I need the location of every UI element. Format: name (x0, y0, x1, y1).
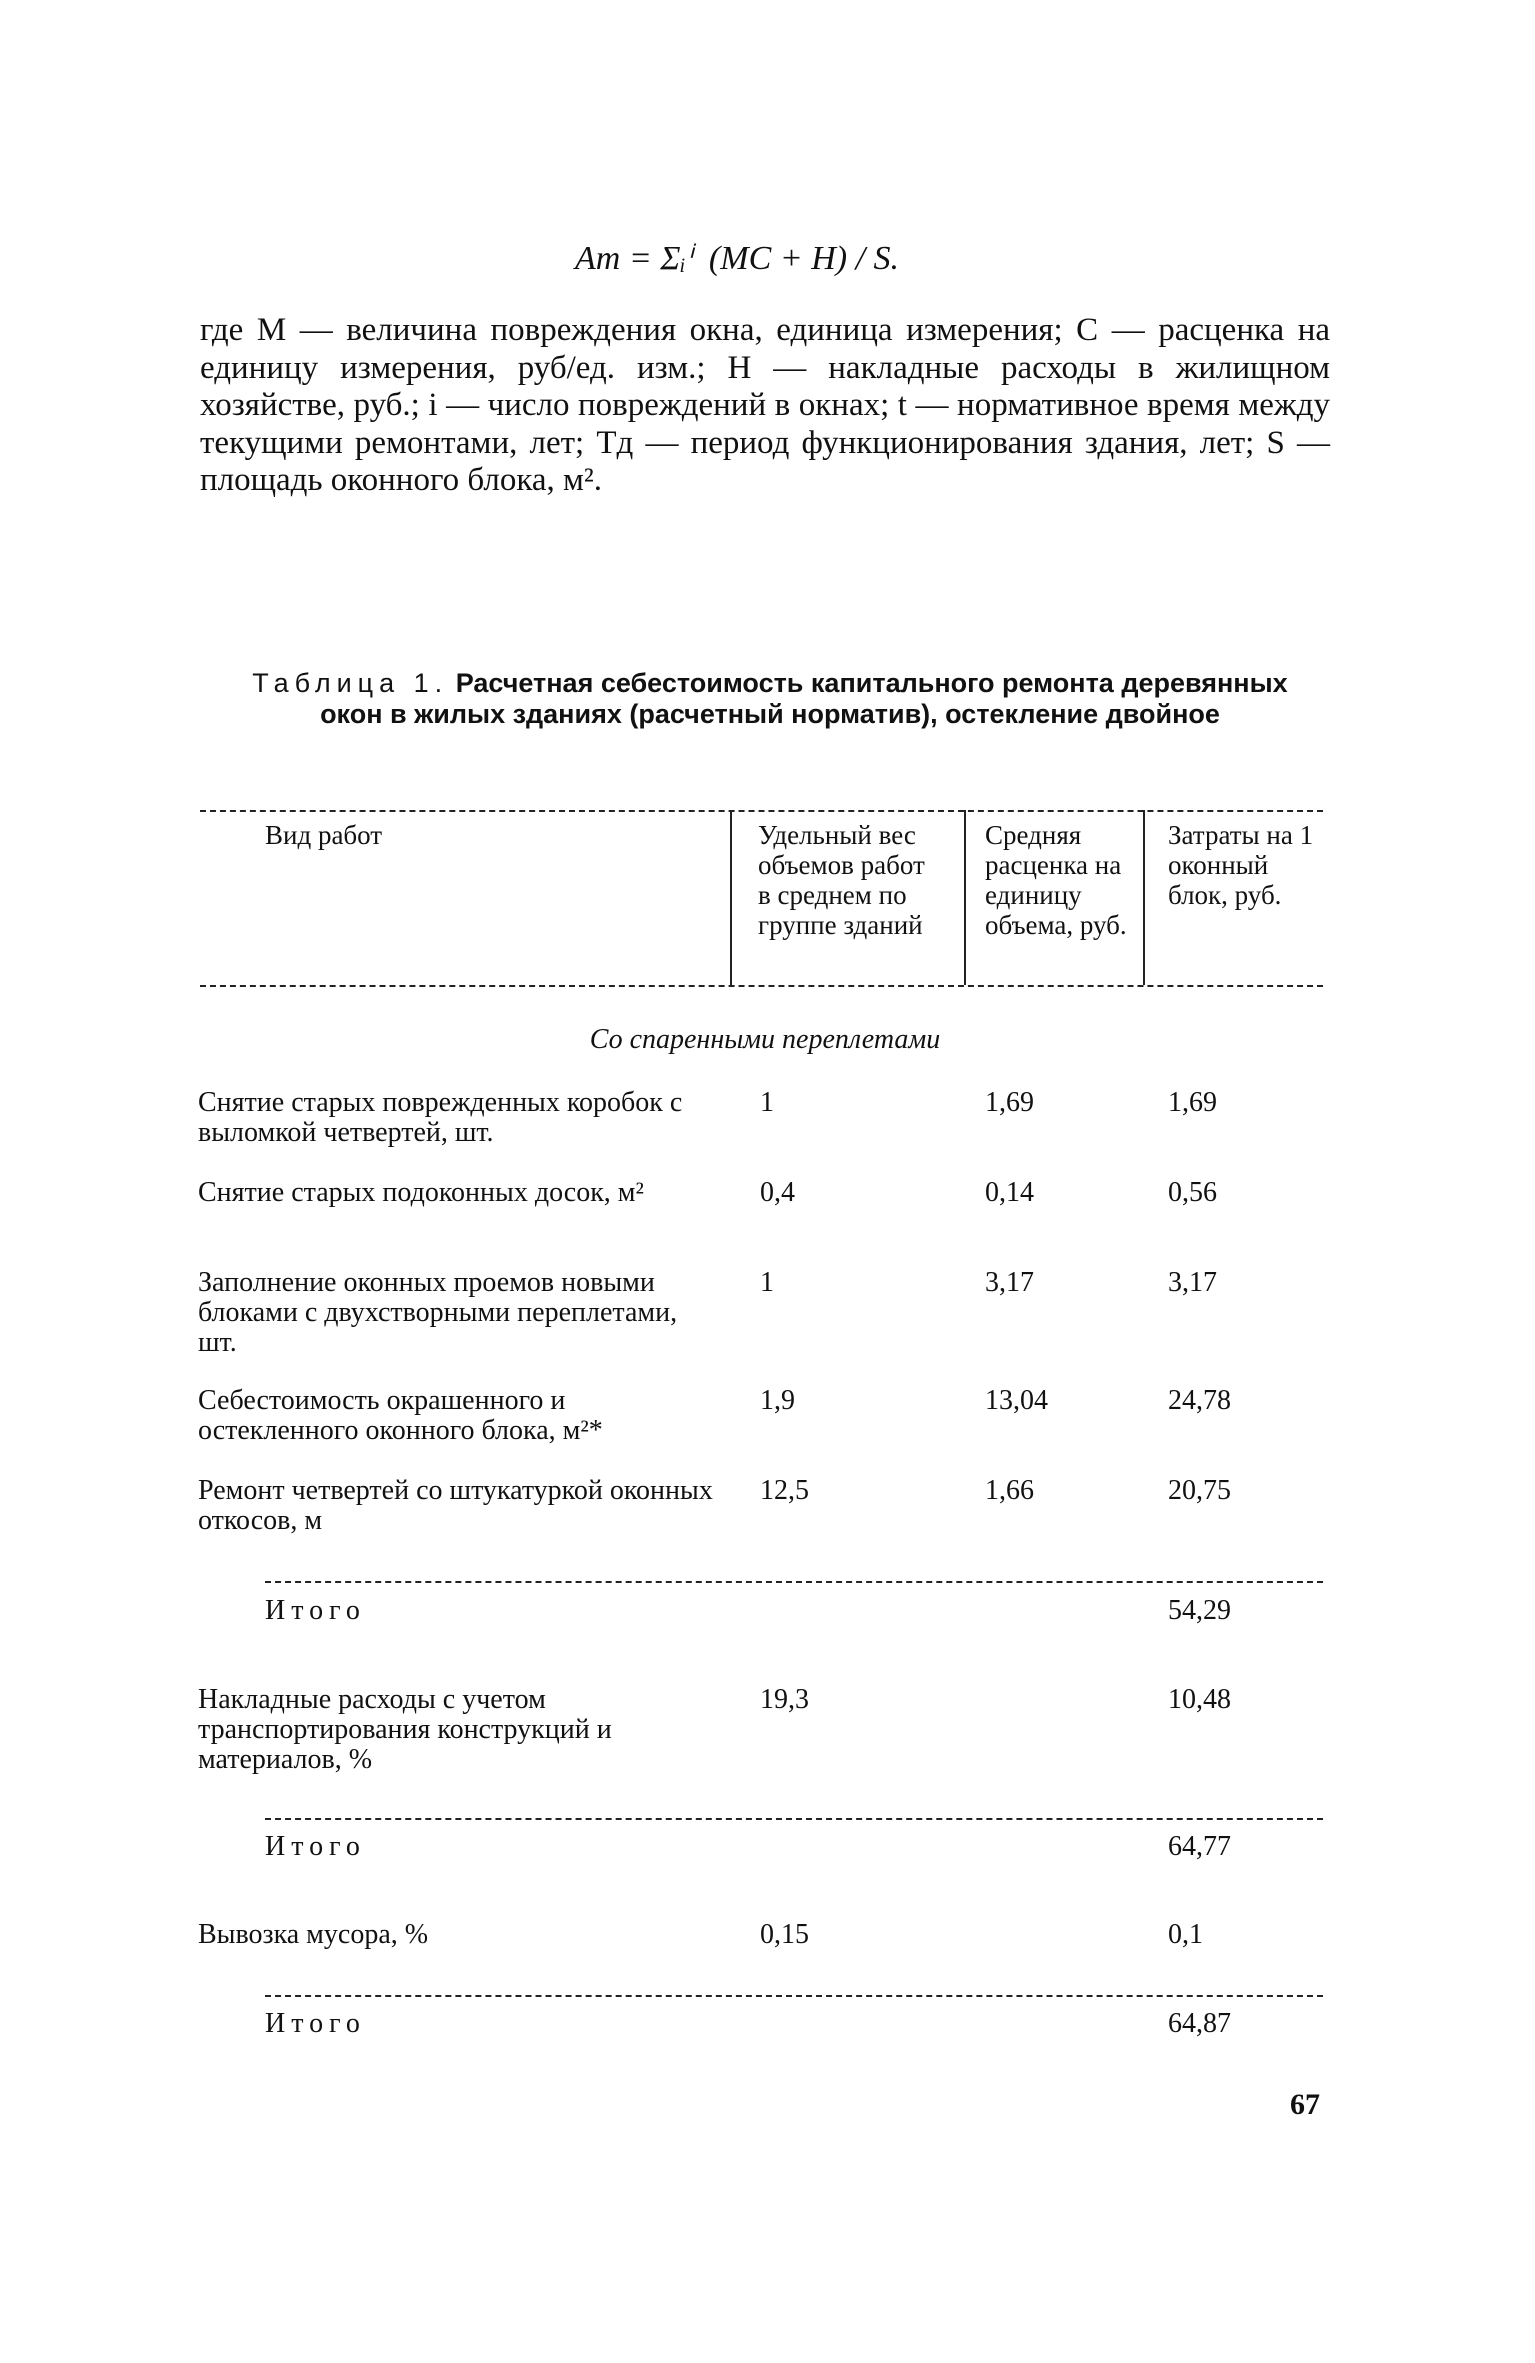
header-price: Средняя расценка на единицу объема, руб. (985, 820, 1127, 940)
header-cost: Затраты на 1 оконный блок, руб. (1168, 820, 1314, 910)
formula-legend (200, 312, 1330, 500)
column-divider (964, 810, 966, 985)
work-cell: Вывозка мусора, % (198, 1919, 429, 1950)
share-cell: 1,9 (760, 1385, 795, 1416)
total-rule (265, 1995, 1323, 1997)
table-caption (250, 668, 1290, 730)
caption-text: Расчетная себестоимость капитального ремонта деревянных окон в жилых зданиях (расчетный норматив), остекление двойное (320, 668, 1288, 729)
cost-cell: 3,17 (1168, 1267, 1217, 1298)
page-number: 67 (1290, 2088, 1320, 2121)
subtotal-rule (265, 1818, 1323, 1820)
section-title: Со спаренными переплетами (589, 1024, 941, 1055)
price-cell: 13,04 (985, 1385, 1048, 1416)
work-cell: Заполнение оконных проемов новыми блоками с двухстворными переплетами, шт. (198, 1267, 678, 1358)
work-cell: Накладные расходы с учетом транспортирования конструкций и материалов, % (198, 1684, 612, 1775)
price-cell: 1,69 (985, 1087, 1034, 1118)
work-cell: Себестоимость окрашенного и остекленного оконного блока, м²* (198, 1385, 603, 1446)
cost-cell: 0,1 (1168, 1919, 1203, 1950)
share-cell: 12,5 (760, 1475, 809, 1506)
work-cell: Снятие старых подоконных досок, м² (198, 1177, 644, 1208)
legend-text: где M — величина повреждения окна, единица измерения; C — расценка на единицу измерения, руб/ед. изм.; H — накладные расходы в жилищном хозяйстве, руб.; i — число повреждений в окнах; t — нормативное время между текущими ремонтами, лет; Tд — период функционирования здания, лет; S — площадь оконного блока, м². (200, 312, 1330, 498)
column-divider (730, 810, 732, 985)
share-cell: 1 (760, 1267, 774, 1298)
header-bottom-rule (200, 985, 1323, 987)
price-cell: 1,66 (985, 1475, 1034, 1506)
subtotal-cost: 54,29 (1168, 1595, 1231, 1626)
formula: Aт = Σᵢⁱ (MC + H) / S. (575, 240, 900, 277)
share-cell: 0,4 (760, 1177, 795, 1208)
cost-cell: 20,75 (1168, 1475, 1231, 1506)
table-top-rule (200, 810, 1323, 812)
price-cell: 0,14 (985, 1177, 1034, 1208)
work-cell: Ремонт четвертей со штукатуркой оконных откосов, м (198, 1475, 713, 1536)
caption-label: Таблица 1. (252, 668, 449, 698)
share-cell: 0,15 (760, 1919, 809, 1950)
subtotal-label: Итого (265, 1595, 366, 1626)
subtotal-label: Итого (265, 1831, 366, 1862)
total-label: Итого (265, 2008, 366, 2039)
header-share: Удельный вес объемов работ в среднем по группе зданий (758, 820, 925, 940)
share-cell: 19,3 (760, 1684, 809, 1715)
total-cost: 64,87 (1168, 2008, 1231, 2039)
work-cell: Снятие старых поврежденных коробок с выломкой четвертей, шт. (198, 1087, 683, 1148)
price-cell: 3,17 (985, 1267, 1034, 1298)
share-cell: 1 (760, 1087, 774, 1118)
header-work-type: Вид работ (265, 820, 383, 850)
subtotal-rule (265, 1581, 1323, 1583)
cost-cell: 1,69 (1168, 1087, 1217, 1118)
subtotal-cost: 64,77 (1168, 1831, 1231, 1862)
cost-cell: 24,78 (1168, 1385, 1231, 1416)
cost-cell: 0,56 (1168, 1177, 1217, 1208)
cost-cell: 10,48 (1168, 1684, 1231, 1715)
